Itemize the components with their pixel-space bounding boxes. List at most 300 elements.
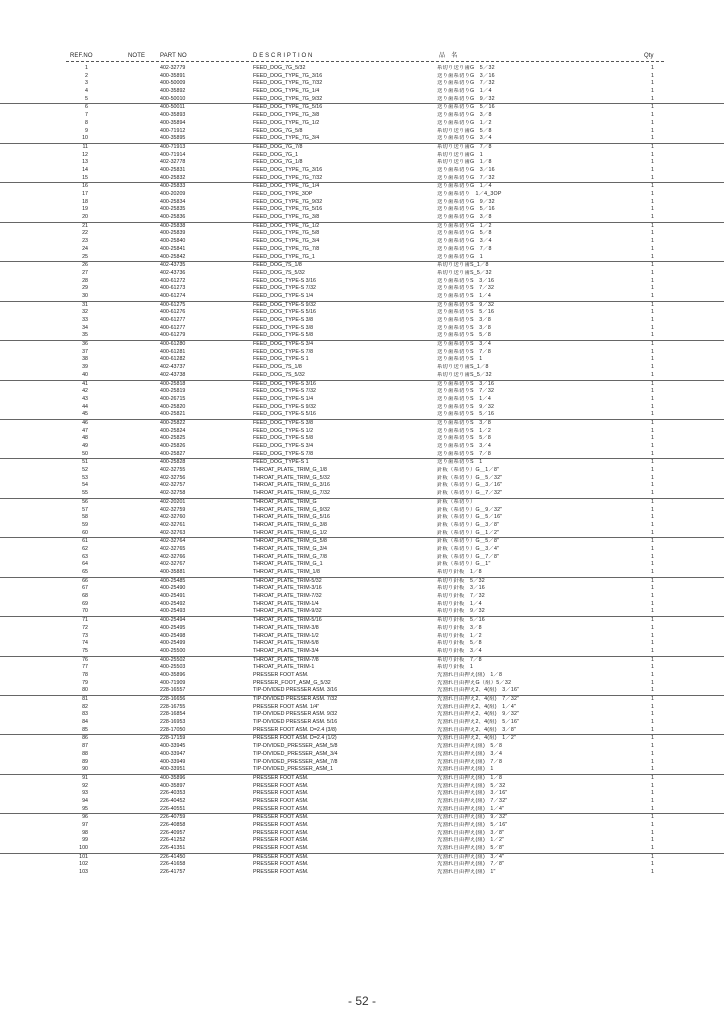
part-no-cell: 400-25822 bbox=[160, 419, 186, 426]
name-jp-cell: 先割れ自由押え(組) 1" bbox=[437, 869, 496, 876]
description-cell: FEED_DOG_TYPE-S 3/4 bbox=[253, 443, 314, 449]
qty-cell: 1 bbox=[651, 671, 654, 678]
description-cell: PRESSER FOOT ASM. bbox=[253, 837, 309, 844]
name-jp-cell: 先割れ自由押え(組) 3／4 bbox=[437, 750, 503, 757]
ref-no-cell: 14 bbox=[82, 166, 88, 173]
ref-no-cell: 80 bbox=[82, 687, 88, 694]
ref-no-cell: 65 bbox=[82, 569, 88, 575]
name-jp-cell: 送り歯糸切りG 9／32 bbox=[437, 95, 495, 102]
table-row bbox=[0, 490, 724, 499]
description-cell: PRESSER FOOT ASM. 1/4" bbox=[253, 703, 320, 710]
qty-cell: 1 bbox=[651, 703, 654, 710]
ref-no-cell: 50 bbox=[82, 450, 88, 457]
part-no-cell: 402-32764 bbox=[160, 538, 186, 545]
table-row bbox=[0, 554, 724, 562]
name-jp-cell: 先割れ自由押え(組) 1 bbox=[437, 766, 494, 773]
table-row bbox=[0, 585, 724, 593]
ref-no-cell: 100 bbox=[79, 845, 88, 852]
description-cell: FEED_DOG_7G_1/8 bbox=[253, 159, 303, 166]
ref-no-cell: 48 bbox=[82, 435, 88, 442]
part-no-cell: 400-25826 bbox=[160, 443, 186, 449]
table-row bbox=[0, 719, 724, 727]
description-cell: FEED_DOG_TYPE-S 1 bbox=[253, 459, 309, 466]
table-row bbox=[0, 538, 724, 546]
name-jp-cell: 先割れ自由押え(組) 5／32 bbox=[437, 782, 506, 789]
name-jp-cell: 先割れ自由押え(組) 7／32" bbox=[437, 797, 508, 804]
part-no-cell: 400-61277 bbox=[160, 324, 186, 331]
part-no-cell: 400-35892 bbox=[160, 88, 186, 95]
name-jp-cell: 送り歯糸切りS 7／8 bbox=[437, 348, 492, 355]
qty-cell: 1 bbox=[651, 529, 654, 536]
description-cell: FEED_DOG_TYPE-S 7/32 bbox=[253, 285, 316, 292]
name-jp-cell: 送り歯糸切りG 3／8 bbox=[437, 214, 492, 221]
part-no-cell: 400-25499 bbox=[160, 640, 186, 647]
part-no-cell: 402-20201 bbox=[160, 498, 186, 505]
ref-no-cell: 78 bbox=[82, 671, 88, 678]
name-jp-cell: 針板（糸切り）G＿3／8" bbox=[437, 521, 500, 528]
part-no-cell: 400-71914 bbox=[160, 151, 186, 158]
description-cell: PRESSER_FOOT_ASM_G_5/32 bbox=[253, 679, 331, 686]
description-cell: FEED_DOG_TYPE_7G_3/4 bbox=[253, 238, 320, 245]
table-row bbox=[0, 522, 724, 530]
description-cell: PRESSER FOOT ASM. bbox=[253, 869, 309, 876]
table-row bbox=[0, 775, 724, 783]
qty-cell: 1 bbox=[651, 435, 654, 442]
table-row bbox=[0, 278, 724, 286]
part-no-cell: 400-35894 bbox=[160, 119, 186, 126]
name-jp-cell: 先割れ自由押え(組) 5／16" bbox=[437, 822, 508, 828]
name-jp-cell: 針板（糸切り）G＿7／8" bbox=[437, 553, 500, 560]
table-row bbox=[0, 814, 724, 822]
table-row bbox=[0, 601, 724, 609]
qty-cell: 1 bbox=[651, 617, 654, 624]
table-row bbox=[0, 806, 724, 815]
col-header-note: NOTE bbox=[128, 53, 146, 59]
description-cell: PRESSER FOOT ASM. bbox=[253, 861, 309, 868]
name-jp-cell: 送り歯糸切りG 3／4 bbox=[437, 238, 492, 245]
name-jp-cell: 糸切り送り歯G 5／32 bbox=[437, 65, 495, 71]
part-no-cell: 400-25827 bbox=[160, 450, 186, 457]
ref-no-cell: 66 bbox=[82, 577, 88, 584]
name-jp-cell: 送り歯糸切りS 7／32 bbox=[437, 388, 495, 395]
description-cell: THROAT_PLATE_TRIM_G_5/32 bbox=[253, 474, 330, 481]
name-jp-cell: 送り歯糸切りS 1 bbox=[437, 459, 483, 466]
part-no-cell: 226-40759 bbox=[160, 814, 186, 821]
part-no-cell: 400-35896 bbox=[160, 671, 186, 678]
ref-no-cell: 54 bbox=[82, 482, 88, 489]
description-cell: FEED_DOG_TYPE_7G_9/32 bbox=[253, 198, 323, 205]
qty-cell: 1 bbox=[651, 797, 654, 804]
name-jp-cell: 送り歯糸切りS 3／8 bbox=[437, 324, 492, 331]
description-cell: THROAT_PLATE_TRIM-1 bbox=[253, 664, 315, 671]
name-jp-cell: 針板（糸切り）G＿3／16" bbox=[437, 482, 503, 489]
qty-cell: 1 bbox=[651, 569, 654, 575]
ref-no-cell: 57 bbox=[82, 506, 88, 513]
part-no-cell: 402-43736 bbox=[160, 269, 186, 276]
ref-no-cell: 20 bbox=[82, 214, 88, 221]
table-row bbox=[0, 325, 724, 333]
qty-cell: 1 bbox=[651, 166, 654, 173]
name-jp-cell: 送り歯糸切りG 1／2 bbox=[437, 119, 492, 126]
table-row bbox=[0, 120, 724, 128]
part-no-cell: 400-26715 bbox=[160, 395, 186, 402]
table-row bbox=[0, 270, 724, 278]
part-no-cell: 228-16656 bbox=[160, 696, 186, 702]
table-row bbox=[0, 411, 724, 420]
description-cell: FEED_DOG_TYPE-S 5/8 bbox=[253, 435, 314, 442]
description-cell: PRESSER FOOT ASM. bbox=[253, 782, 309, 789]
part-no-cell: 400-61273 bbox=[160, 285, 186, 292]
qty-cell: 1 bbox=[651, 758, 654, 765]
description-cell: FEED_DOG_TYPE_7G_5/8 bbox=[253, 230, 320, 237]
name-jp-cell: 送り歯糸切りG 5／16 bbox=[437, 206, 495, 213]
header-divider bbox=[66, 61, 664, 62]
qty-cell: 1 bbox=[651, 632, 654, 639]
name-jp-cell: 送り歯糸切りS 5／16 bbox=[437, 411, 495, 418]
name-jp-cell: 先割れ自由押え(組) 3／8" bbox=[437, 829, 505, 836]
ref-no-cell: 17 bbox=[82, 191, 88, 197]
ref-no-cell: 90 bbox=[82, 766, 88, 773]
name-jp-cell: 糸切り送り歯S_5／32 bbox=[437, 269, 492, 276]
table-row bbox=[0, 293, 724, 302]
table-row bbox=[0, 420, 724, 428]
table-row bbox=[0, 482, 724, 490]
part-no-cell: 228-16854 bbox=[160, 711, 186, 718]
name-jp-cell: 送り歯糸切りG 7／32 bbox=[437, 80, 495, 87]
description-cell: PRESSER FOOT ASM. bbox=[253, 829, 309, 836]
part-no-cell: 400-25834 bbox=[160, 198, 186, 205]
ref-no-cell: 10 bbox=[82, 135, 88, 142]
table-row bbox=[0, 332, 724, 341]
description-cell: FEED_DOG_TYPE-S 1/4 bbox=[253, 292, 314, 299]
name-jp-cell: 送り歯糸切りG 3／16 bbox=[437, 72, 495, 79]
description-cell: FEED_DOG_TYPE-S 7/8 bbox=[253, 450, 314, 457]
ref-no-cell: 69 bbox=[82, 600, 88, 607]
description-cell: FEED_DOG_TYPE-S 9/32 bbox=[253, 301, 316, 308]
ref-no-cell: 68 bbox=[82, 593, 88, 600]
qty-cell: 1 bbox=[651, 450, 654, 457]
part-no-cell: 400-35895 bbox=[160, 135, 186, 142]
name-jp-cell: 糸切り針板 5／16 bbox=[437, 617, 485, 624]
table-row bbox=[0, 191, 724, 199]
qty-cell: 1 bbox=[651, 750, 654, 757]
table-row bbox=[0, 766, 724, 775]
qty-cell: 1 bbox=[651, 498, 654, 505]
table-row bbox=[0, 152, 724, 160]
description-cell: FEED_DOG_TYPE-S 7/8 bbox=[253, 348, 314, 355]
qty-cell: 1 bbox=[651, 467, 654, 474]
ref-no-cell: 87 bbox=[82, 743, 88, 750]
name-jp-cell: 送り歯糸切りG 1 bbox=[437, 253, 483, 260]
part-no-cell: 228-17050 bbox=[160, 726, 186, 733]
name-jp-cell: 送り歯糸切りG 3／8 bbox=[437, 112, 492, 119]
ref-no-cell: 88 bbox=[82, 750, 88, 757]
part-no-cell: 400-20209 bbox=[160, 191, 186, 197]
qty-cell: 1 bbox=[651, 388, 654, 395]
name-jp-cell: 糸切り針板 3／4 bbox=[437, 647, 482, 654]
name-jp-cell: 針板（糸切り）G＿5／32" bbox=[437, 474, 503, 481]
qty-cell: 1 bbox=[651, 577, 654, 584]
qty-cell: 1 bbox=[651, 65, 654, 71]
part-no-cell: 226-41450 bbox=[160, 853, 186, 860]
table-row bbox=[0, 223, 724, 231]
description-cell: FEED_DOG_TYPE_7G_1/4 bbox=[253, 88, 320, 95]
part-no-cell: 226-41658 bbox=[160, 861, 186, 868]
ref-no-cell: 45 bbox=[82, 411, 88, 418]
col-header-qty: Qty bbox=[644, 53, 654, 59]
table-row bbox=[0, 687, 724, 696]
qty-cell: 1 bbox=[651, 600, 654, 607]
page-number: - 52 - bbox=[347, 994, 376, 1008]
qty-cell: 1 bbox=[651, 403, 654, 410]
ref-no-cell: 43 bbox=[82, 395, 88, 402]
name-jp-cell: 先割れ自由押え(組) 7／8 bbox=[437, 758, 503, 765]
part-no-cell: 402-32761 bbox=[160, 521, 186, 528]
ref-no-cell: 103 bbox=[79, 869, 88, 876]
qty-cell: 1 bbox=[651, 593, 654, 600]
description-cell: TIP-DIVIDED_PRESSER_ASM_1 bbox=[253, 766, 334, 773]
table-row bbox=[0, 514, 724, 522]
name-jp-cell: 針板（糸切り）G＿5／16" bbox=[437, 514, 503, 521]
name-jp-cell: 糸切り針板 1 bbox=[437, 664, 474, 671]
name-jp-cell: 針板（糸切り）G＿1／2" bbox=[437, 529, 500, 536]
name-jp-cell: 糸切り針板 1／8 bbox=[437, 569, 482, 575]
description-cell: THROAT_PLATE_TRIM-1/4 bbox=[253, 600, 319, 607]
part-no-cell: 402-32766 bbox=[160, 553, 186, 560]
qty-cell: 1 bbox=[651, 656, 654, 663]
ref-no-cell: 32 bbox=[82, 309, 88, 316]
part-no-cell: 400-25821 bbox=[160, 411, 186, 418]
name-jp-cell: 先割れ自由押え2、4(組) 5／16" bbox=[437, 719, 520, 726]
ref-no-cell: 56 bbox=[82, 498, 88, 505]
qty-cell: 1 bbox=[651, 72, 654, 79]
part-no-cell: 400-61272 bbox=[160, 277, 186, 284]
qty-cell: 1 bbox=[651, 159, 654, 166]
table-row bbox=[0, 735, 724, 743]
part-no-cell: 228-17159 bbox=[160, 735, 186, 742]
table-row bbox=[0, 128, 724, 136]
name-jp-cell: 送り歯糸切りS 5／8 bbox=[437, 332, 492, 339]
description-cell: THROAT_PLATE_TRIM_G bbox=[253, 498, 317, 505]
part-no-cell: 400-61282 bbox=[160, 356, 186, 363]
ref-no-cell: 102 bbox=[79, 861, 88, 868]
name-jp-cell: 針板（糸切り）G＿3／4" bbox=[437, 545, 500, 552]
description-cell: PRESSER FOOT ASM. bbox=[253, 774, 309, 781]
description-cell: FEED_DOG_TYPE_7G_3/16 bbox=[253, 166, 323, 173]
name-jp-cell: 針板（糸切り）G＿5／8" bbox=[437, 538, 500, 545]
description-cell: FEED_DOG_TYPE-S 5/16 bbox=[253, 309, 316, 316]
name-jp-cell: 糸切り針板 3／8 bbox=[437, 624, 482, 631]
table-row bbox=[0, 680, 724, 688]
description-cell: PRESSER FOOT ASM. bbox=[253, 805, 309, 812]
ref-no-cell: 33 bbox=[82, 317, 88, 323]
qty-cell: 1 bbox=[651, 214, 654, 221]
name-jp-cell: 針板（糸切り）G＿1／8" bbox=[437, 467, 500, 474]
description-cell: FEED_DOG_TYPE_7G_9/32 bbox=[253, 95, 323, 102]
name-jp-cell: 糸切り針板 3／16 bbox=[437, 585, 485, 592]
description-cell: THROAT_PLATE_TRIM_G_5/16 bbox=[253, 514, 330, 521]
part-no-cell: 400-25485 bbox=[160, 577, 186, 584]
part-no-cell: 400-25818 bbox=[160, 380, 186, 387]
ref-no-cell: 74 bbox=[82, 640, 88, 647]
table-row bbox=[0, 396, 724, 404]
description-cell: FEED_DOG_TYPE-S 3/8 bbox=[253, 324, 314, 331]
ref-no-cell: 37 bbox=[82, 348, 88, 355]
description-cell: PRESSER FOOT ASM. D=2.4 (3/8) bbox=[253, 726, 337, 733]
description-cell: FEED_DOG_TYPE_7G_1/2 bbox=[253, 222, 320, 229]
table-row bbox=[0, 759, 724, 767]
qty-cell: 1 bbox=[651, 679, 654, 686]
description-cell: FEED_DOG_TYPE-S 1/4 bbox=[253, 395, 314, 402]
table-row bbox=[0, 246, 724, 254]
name-jp-cell: 送り歯糸切りS 7／8 bbox=[437, 450, 492, 457]
ref-no-cell: 9 bbox=[85, 127, 88, 134]
qty-cell: 1 bbox=[651, 356, 654, 363]
ref-no-cell: 46 bbox=[82, 419, 88, 426]
description-cell: FEED_DOG_7G_1 bbox=[253, 151, 299, 158]
qty-cell: 1 bbox=[651, 561, 654, 568]
part-no-cell: 400-25491 bbox=[160, 593, 186, 600]
table-row bbox=[0, 467, 724, 475]
table-row bbox=[0, 633, 724, 641]
parts-table bbox=[0, 65, 724, 877]
name-jp-cell: 糸切り針板 5／32 bbox=[437, 577, 485, 584]
table-row bbox=[0, 711, 724, 719]
ref-no-cell: 28 bbox=[82, 277, 88, 284]
col-header-ref-no: REF.NO bbox=[70, 53, 93, 59]
qty-cell: 1 bbox=[651, 861, 654, 868]
table-row bbox=[0, 104, 724, 112]
description-cell: TIP-DIVIDED PRESSER ASM. 5/16 bbox=[253, 719, 338, 726]
description-cell: FEED_DOG_7S_1/8 bbox=[253, 262, 302, 269]
description-cell: THROAT_PLATE_TRIM_G_7/8 bbox=[253, 553, 327, 560]
table-row bbox=[0, 617, 724, 625]
table-row bbox=[0, 569, 724, 578]
table-row bbox=[0, 144, 724, 152]
table-row bbox=[0, 183, 724, 191]
ref-no-cell: 22 bbox=[82, 230, 88, 237]
ref-no-cell: 67 bbox=[82, 585, 88, 592]
part-no-cell: 402-32759 bbox=[160, 506, 186, 513]
description-cell: FEED_DOG_TYPE-S 5/8 bbox=[253, 332, 314, 339]
part-no-cell: 402-32779 bbox=[160, 65, 186, 71]
ref-no-cell: 27 bbox=[82, 269, 88, 276]
name-jp-cell: 送り歯糸切りG 3／16 bbox=[437, 166, 495, 173]
part-no-cell: 400-25825 bbox=[160, 435, 186, 442]
ref-no-cell: 61 bbox=[82, 538, 88, 545]
part-no-cell: 400-61281 bbox=[160, 348, 186, 355]
part-no-cell: 402-32755 bbox=[160, 467, 186, 474]
name-jp-cell: 送り歯糸切りS 3／8 bbox=[437, 419, 492, 426]
description-cell: THROAT_PLATE_TRIM-5/32 bbox=[253, 577, 322, 584]
part-no-cell: 400-50011 bbox=[160, 104, 185, 111]
table-row bbox=[0, 65, 724, 73]
description-cell: FEED_DOG_TYPE-S 5/16 bbox=[253, 411, 316, 418]
name-jp-cell: 先割れ自由押え(組) 1／8 bbox=[437, 774, 503, 781]
part-no-cell: 228-16755 bbox=[160, 703, 186, 710]
ref-no-cell: 5 bbox=[85, 95, 88, 102]
description-cell: THROAT_PLATE_TRIM_G_7/32 bbox=[253, 490, 330, 497]
part-no-cell: 400-61276 bbox=[160, 309, 186, 316]
name-jp-cell: 送り歯糸切りS 7／32 bbox=[437, 285, 495, 292]
ref-no-cell: 95 bbox=[82, 805, 88, 812]
qty-cell: 1 bbox=[651, 545, 654, 552]
qty-cell: 1 bbox=[651, 696, 654, 702]
table-row bbox=[0, 625, 724, 633]
table-row bbox=[0, 230, 724, 238]
qty-cell: 1 bbox=[651, 95, 654, 102]
description-cell: FEED_DOG_TYPE_7G_5/16 bbox=[253, 104, 323, 111]
ref-no-cell: 58 bbox=[82, 514, 88, 521]
part-no-cell: 400-61274 bbox=[160, 292, 186, 299]
part-no-cell: 400-25824 bbox=[160, 427, 186, 434]
qty-cell: 1 bbox=[651, 719, 654, 726]
table-row bbox=[0, 88, 724, 96]
part-no-cell: 402-43735 bbox=[160, 262, 186, 269]
part-no-cell: 226-40353 bbox=[160, 790, 186, 797]
description-cell: THROAT_PLATE_TRIM_G_3/8 bbox=[253, 521, 327, 528]
description-cell: FEED_DOG_TYPE-S 7/32 bbox=[253, 388, 316, 395]
description-cell: FEED_DOG_TYPE_7G_1/4 bbox=[253, 183, 320, 190]
part-no-cell: 400-25835 bbox=[160, 206, 186, 213]
table-row bbox=[0, 372, 724, 381]
name-jp-cell: 先割れ自由押え(組) 3／4" bbox=[437, 853, 505, 860]
ref-no-cell: 41 bbox=[82, 380, 88, 387]
qty-cell: 1 bbox=[651, 269, 654, 276]
ref-no-cell: 75 bbox=[82, 647, 88, 654]
name-jp-cell: 先割れ自由押え2、4(組) 9／32" bbox=[437, 711, 520, 718]
qty-cell: 1 bbox=[651, 371, 654, 378]
ref-no-cell: 62 bbox=[82, 545, 88, 552]
ref-no-cell: 12 bbox=[82, 151, 88, 158]
ref-no-cell: 86 bbox=[82, 735, 88, 742]
table-row bbox=[0, 428, 724, 436]
table-row bbox=[0, 349, 724, 357]
table-row bbox=[0, 404, 724, 412]
qty-cell: 1 bbox=[651, 624, 654, 631]
qty-cell: 1 bbox=[651, 514, 654, 521]
qty-cell: 1 bbox=[651, 735, 654, 742]
description-cell: FEED_DOG_TYPE-S 3/8 bbox=[253, 419, 314, 426]
qty-cell: 1 bbox=[651, 474, 654, 481]
part-no-cell: 400-35881 bbox=[160, 569, 186, 575]
table-row bbox=[0, 96, 724, 105]
name-jp-cell: 送り歯糸切りS 1／4 bbox=[437, 292, 492, 299]
name-jp-cell: 針板（糸切り）G＿1" bbox=[437, 561, 491, 568]
description-cell: THROAT_PLATE_TRIM_G_1 bbox=[253, 561, 323, 568]
table-row bbox=[0, 530, 724, 539]
table-row bbox=[0, 135, 724, 144]
ref-no-cell: 83 bbox=[82, 711, 88, 718]
ref-no-cell: 99 bbox=[82, 837, 88, 844]
qty-cell: 1 bbox=[651, 222, 654, 229]
qty-cell: 1 bbox=[651, 143, 654, 150]
name-jp-cell: 送り歯糸切りS 9／32 bbox=[437, 301, 495, 308]
description-cell: FEED_DOG_7S_5/32 bbox=[253, 269, 305, 276]
name-jp-cell: 先割れ自由押え2、4(組) 3／8" bbox=[437, 726, 517, 733]
ref-no-cell: 8 bbox=[85, 119, 88, 126]
name-jp-cell: 糸切り送り歯S_1／8 bbox=[437, 262, 489, 269]
part-no-cell: 400-71912 bbox=[160, 127, 186, 134]
table-row bbox=[0, 381, 724, 389]
part-no-cell: 226-40452 bbox=[160, 797, 186, 804]
qty-cell: 1 bbox=[651, 253, 654, 260]
description-cell: FEED_DOG_TYPE-S 3/8 bbox=[253, 317, 314, 323]
description-cell: PRESSER FOOT ASM. D=2.4 (1/2) bbox=[253, 735, 337, 742]
qty-cell: 1 bbox=[651, 88, 654, 95]
description-cell: FEED_DOG_TYPE-S 3/16 bbox=[253, 380, 316, 387]
description-cell: TIP-DIVIDED PRESSER ASM. 3/16 bbox=[253, 687, 338, 694]
